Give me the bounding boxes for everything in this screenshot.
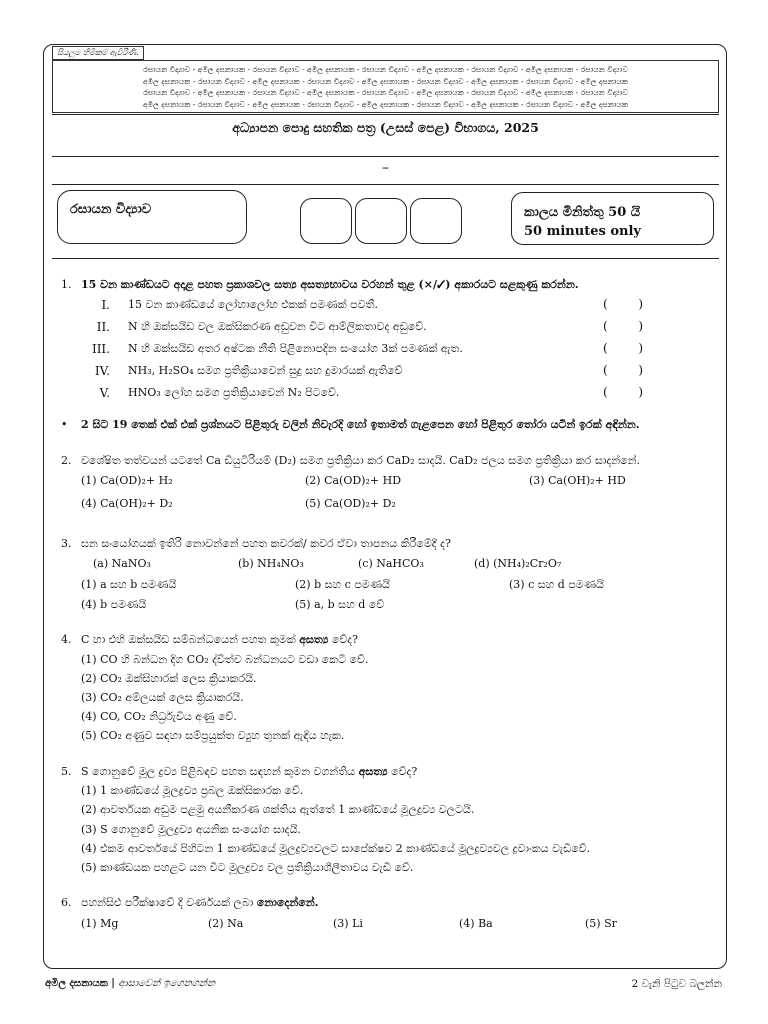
answer-bracket[interactable] <box>603 363 643 377</box>
stem-emphasis: අසත්‍ය <box>299 633 329 646</box>
option[interactable]: (5) CO₂ අණුව සඳහා සම්ප්‍රයුක්ත ව්‍යුහ තුනක් ඇඳිය හැක. <box>81 729 345 742</box>
paper-number: – <box>382 160 389 176</box>
option[interactable]: (1) Ca(OD)₂+ H₂ <box>81 474 173 487</box>
option[interactable]: (1) 1 කාණ්ඩයේ මූලද්‍රව්‍ය ප්‍රබල ඔක්සිකාරක වේ. <box>81 784 304 797</box>
salt-item: (d) (NH₄)₂Cr₂O₇ <box>474 557 562 570</box>
option[interactable]: (5) Ca(OD)₂+ D₂ <box>305 497 396 510</box>
copyright-notice: සියලුම හිමිකම් ඇවිරිණි. <box>52 46 144 60</box>
bracket-open: ( <box>603 319 608 333</box>
bracket-open: ( <box>603 341 608 355</box>
option[interactable]: (5) කාණ්ඩයක පහළට යන විට මූලද්‍රව්‍ය වල ප්‍රතික්‍රියාශීලීතාවය වැඩි වේ. <box>81 861 414 874</box>
statement-text: HNO₃ ලෝහ සමග ප්‍රතික්‍රියාවෙන් N₂ පිටවේ. <box>128 386 340 399</box>
option[interactable]: (3) Ca(OH)₂+ HD <box>529 474 626 487</box>
subject-box: රසායන විද්‍යාව <box>57 190 247 244</box>
option[interactable]: (2) ආවර්තයක අඩුම පළමු අයනීකරණ ශක්තිය ඇත්තේ 1 කාණ්ඩයේ මූලද්‍රව්‍ය වලටයි. <box>81 803 475 816</box>
statement-numeral: V. <box>99 386 110 400</box>
answer-bracket[interactable] <box>603 319 643 333</box>
stem-emphasis: අසත්‍ය <box>358 765 388 778</box>
stem-emphasis: නොදෙන්නේ. <box>256 896 319 909</box>
question-number: 5. <box>61 765 72 778</box>
separator: | <box>107 978 119 989</box>
question-stem <box>81 765 417 779</box>
option[interactable]: (3) S ගොනුවේ මූලද්‍රව්‍ය අයනික සංයෝග සාදයි. <box>81 823 301 836</box>
option[interactable]: (4) Ba <box>459 917 493 930</box>
bracket-open: ( <box>603 385 608 399</box>
answer-bracket[interactable] <box>603 297 643 311</box>
divider <box>52 114 719 115</box>
statement-numeral: I. <box>101 298 110 312</box>
divider <box>52 258 719 259</box>
exam-title: අධ්‍යාපන පොදු සහතික පත්‍ර (උසස් පෙළ) විභාගය, 2025 <box>232 120 539 135</box>
bracket-open: ( <box>603 363 608 377</box>
question-number: 6. <box>61 896 72 909</box>
stem-text: S ගොනුවේ මූල ද්‍රව්‍ය පිළිබඳව පහත සඳහන් කුමන වගන්තිය <box>81 765 359 778</box>
footer-author <box>45 978 215 989</box>
bracket-close: ) <box>638 341 643 355</box>
instruction-text: 2 සිට 19 තෙක් එක් එක් ප්‍රශ්නයට පිළිතුරු වලින් නිවැරදි හෝ ඉතාමත් ගැළපෙන හෝ පිළිතුර තෝරා යටින් ඉරක් අඳින්න. <box>81 418 640 431</box>
question-number: 4. <box>61 633 72 646</box>
code-box <box>300 198 352 244</box>
salt-item: (c) NaHCO₃ <box>358 557 424 570</box>
bracket-open: ( <box>603 297 608 311</box>
statement-text: N හි ඔක්සයිඩ අතර අෂ්ටක නීති පිළිනොපදින සංයෝග 3ක් පමණක් ඇත. <box>128 342 463 355</box>
author-name: අමිල දසනායක <box>45 978 108 989</box>
salt-item: (b) NH₄NO₃ <box>238 557 304 570</box>
stem-text: පහන්සිළු පරීක්ෂාවේ දී වර්ණයක් ලබා <box>81 896 257 909</box>
option[interactable]: (1) Mg <box>81 917 119 930</box>
question-stem <box>81 633 358 647</box>
banner-line: රසායන විද්‍යාව - අමිල දසනායක - රසායන විද්‍යාව - අමිල දසනායක - රසායන විද්‍යාව - අමිල දසනායක - රසායන විද්‍යාව - අමිල දසනායක - රසායන විද්‍යාව <box>143 88 628 97</box>
banner-line: රසායන විද්‍යාව - අමිල දසනායක - රසායන විද්‍යාව - අමිල දසනායක - රසායන විද්‍යාව - අමිල දසනායක - රසායන විද්‍යාව - අමිල දසනායක - රසායන විද්‍යාව <box>143 65 628 74</box>
option[interactable]: (3) CO₂ අම්ලයක් ලෙස ක්‍රියාකරයි. <box>81 691 244 704</box>
option[interactable]: (3) Li <box>333 917 363 930</box>
option[interactable]: (4) එකම ආවර්තයේ පිහිටන 1 කාණ්ඩයේ මූලද්‍රව්‍යවලට සාපේක්ෂව 2 කාණ්ඩයේ මූලද්‍රව්‍යවල ද්‍රවාංකය වැඩිවේ. <box>81 842 591 855</box>
answer-bracket[interactable] <box>603 341 643 355</box>
salt-item: (a) NaNO₃ <box>93 557 151 570</box>
motto: ආසාවෙන් ඉගෙනගන්න <box>118 978 216 989</box>
divider <box>52 156 719 157</box>
banner-line: අමිල දසනායක - රසායන විද්‍යාව - අමිල දසනායක - රසායන විද්‍යාව - අමිල දසනායක - රසායන විද්‍යාව - අමිල දසනායක - රසායන විද්‍යාව - අමිල දසනායක <box>142 99 629 109</box>
question-stem <box>81 896 318 910</box>
statement-text: NH₃, H₂SO₄ සමග ප්‍රතික්‍රියාවෙන් සුදු සහ දුමාරයක් ඇතිවේ <box>128 364 403 377</box>
stem-text: වේද? <box>387 765 418 778</box>
option[interactable]: (2) b සහ c පමණයි <box>295 578 390 591</box>
question-stem: වශේෂිත තත්වයන් යටතේ Ca ඩියුටීරියම් (D₂) සමග ප්‍රතික්‍රියා කර CaD₂ සාදයි. CaD₂ ජලය සමග ප්‍රතික්‍රියා කර සාදන්නේ. <box>81 454 641 467</box>
code-box <box>410 198 462 244</box>
statement-numeral: III. <box>91 342 110 356</box>
banner-line: අමිල දසනායක - රසායන විද්‍යාව - අමිල දසනායක - රසායන විද්‍යාව - අමිල දසනායක - රසායන විද්‍යාව - අමිල දසනායක - රසායන විද්‍යාව - අමිල දසනායක <box>142 76 629 86</box>
question-stem: ඝන සංයෝගයක් ඉතිරි නොවන්නේ පහත කවරක්/ කවර ඒවා තාපනය කිරීමේදී ද? <box>81 537 451 550</box>
option[interactable]: (4) Ca(OH)₂+ D₂ <box>81 497 173 510</box>
statement-text: 15 වන කාණ්ඩයේ ලෝහාලෝහ එකක් පමණක් පවතී. <box>128 298 378 311</box>
statement-numeral: II. <box>96 320 110 334</box>
option[interactable]: (2) Ca(OD)₂+ HD <box>305 474 402 487</box>
option[interactable]: (5) a, b සහ d වේ <box>295 598 385 611</box>
time-box <box>511 192 714 245</box>
time-sinhala: කාලය මිනිත්තු 50 යි <box>524 205 641 220</box>
code-box <box>355 198 407 244</box>
time-english: 50 minutes only <box>524 224 641 239</box>
bracket-close: ) <box>638 363 643 377</box>
stem-text: C හා එහි ඔක්සයිඩ සම්බන්ධයෙන් පහත කුමක් <box>81 633 300 646</box>
statement-numeral: IV. <box>94 364 110 378</box>
option[interactable]: (4) CO, CO₂ නිර්ධ්‍රැවිය අණු වේ. <box>81 710 237 723</box>
answer-bracket[interactable] <box>603 385 643 399</box>
option[interactable]: (2) Na <box>208 917 244 930</box>
option[interactable]: (1) a සහ b පමණයි <box>81 578 177 591</box>
option[interactable]: (5) Sr <box>585 917 617 930</box>
option[interactable]: (3) c සහ d පමණයි <box>509 578 604 591</box>
question-number: 3. <box>61 537 72 550</box>
option[interactable]: (1) CO හි බන්ධන දිග CO₂ ද්විත්ව බන්ධනයට වඩා කෙටි වේ. <box>81 653 369 666</box>
bracket-close: ) <box>638 319 643 333</box>
option[interactable]: (2) CO₂ ඔක්සිහාරක් ලෙස ක්‍රියාකරයි. <box>81 672 257 685</box>
bracket-close: ) <box>638 385 643 399</box>
divider <box>52 184 719 185</box>
bracket-close: ) <box>638 297 643 311</box>
statement-text: N හි ඔක්සයිඩ වල ඔක්සිකරණ අඩුවන විට ආම්ලිකතාවද අඩුවේ. <box>128 320 427 333</box>
stem-text: වේද? <box>328 633 359 646</box>
option[interactable]: (4) b පමණයි <box>81 598 147 611</box>
question-number: 1. <box>61 278 72 291</box>
bullet-icon: • <box>61 418 68 431</box>
question-stem: 15 වන කාණ්ඩයට අදාළ පහත ප්‍රකාශවල සත්‍ය අසත්‍යභාවය වරහන් තුළ (×/✓) අකාරයට සළකුණු කරන්න. <box>81 278 579 291</box>
page-turn-hint: 2 වැනි පිටුව බලන්න <box>631 978 722 990</box>
question-number: 2. <box>61 454 72 467</box>
watermark-banner <box>52 60 719 113</box>
